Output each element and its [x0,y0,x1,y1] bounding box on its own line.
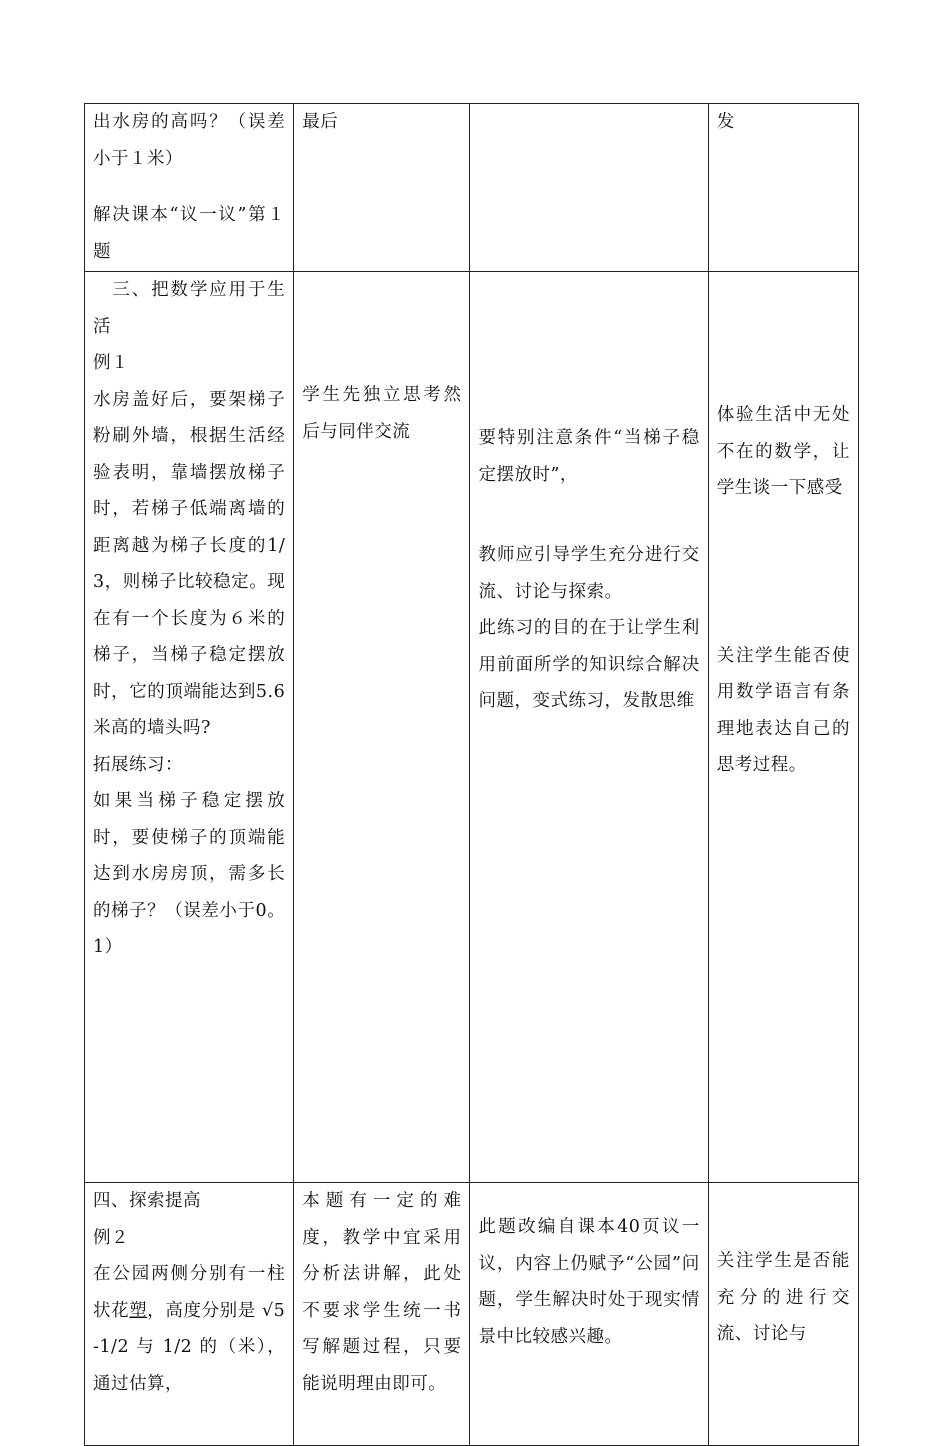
intent-text: 关注学生能否使用数学语言有条理地表达自己的思考过程。 [716,645,850,775]
teacher-text: 此练习的目的在于让学生利用前面所学的知识综合解决问题，变式练习，发散思维 [478,618,700,711]
design-intent-cell [708,104,858,272]
student-text: 学生先独立思考然后与同伴交流 [302,385,462,442]
student-text: 本题有一定的难度，教学中宜采用分析法讲解，此处不要求学生统一书写解题过程，只要能说明理由即可。 [302,1191,462,1394]
teaching-activity-cell [85,1183,294,1446]
example-text [93,1256,285,1402]
table-row [85,272,859,1183]
student-activity-cell [294,272,470,1183]
activity-text: 出水房的高吗？（误差小于１米） [93,112,286,169]
student-text: 最后 [302,112,339,132]
section-heading: 四、探索提高 [93,1191,201,1211]
student-activity-cell [294,104,470,272]
extension-label: 拓展练习： [93,754,183,775]
teacher-note-cell [470,272,708,1183]
table-row [85,1183,859,1446]
teaching-activity-cell [85,272,294,1183]
teacher-text: 此题改编自课本40页议一议，内容上仍赋予“公园”问题，学生解决时处于现实情景中比较感兴趣。 [478,1217,700,1347]
student-activity-cell [294,1183,470,1446]
activity-text: 解决课本“议一议”第１题 [93,205,286,262]
teacher-note-cell [470,1183,708,1446]
example-text: 水房盖好后，要架梯子粉刷外墙，根据生活经验表明，靠墙摆放梯子时，若梯子低端离墙的距离越为梯子长度的1/3，则梯子比较稳定。现在有一个长度为６米的梯子，当梯子稳定摆放时，它的顶端能达到5.6米高的墙头吗? [93,389,286,738]
spacer [717,507,850,638]
spacer [93,177,285,197]
underlined-char: 塑 [129,1300,148,1321]
design-intent-cell [708,1183,858,1446]
lesson-plan-table [84,103,859,1446]
design-intent-cell [708,272,858,1183]
intent-text: 关注学生是否能充分的进行交流、讨论与 [716,1251,850,1344]
teacher-text: 教师应引导学生充分进行交流、讨论与探索。 [478,545,700,602]
table-row [85,104,859,272]
example-text-part: 在公园两侧分别有一柱状花 [93,1264,286,1321]
extension-text: 如果当梯子稳定摆放时，要使梯子的顶端能达到水房房顶，需多长的梯子？（误差小于0。1） [93,791,286,957]
section-heading: 三、把数学应用于生活 [93,280,286,337]
example-label: 例１ [93,353,129,373]
teacher-note-cell [470,104,708,272]
spacer [478,493,699,537]
intent-text: 体验生活中无处不在的数学，让学生谈一下感受 [716,405,850,498]
teacher-text: 要特别注意条件“当梯子稳定摆放时”， [478,428,700,485]
intent-text: 发 [716,112,735,132]
teaching-activity-cell [85,104,294,272]
example-text-part: ，高度分别是 √5-1/2 与 1/2 的（米），通过估算， [93,1300,286,1394]
example-label: 例２ [93,1227,129,1248]
